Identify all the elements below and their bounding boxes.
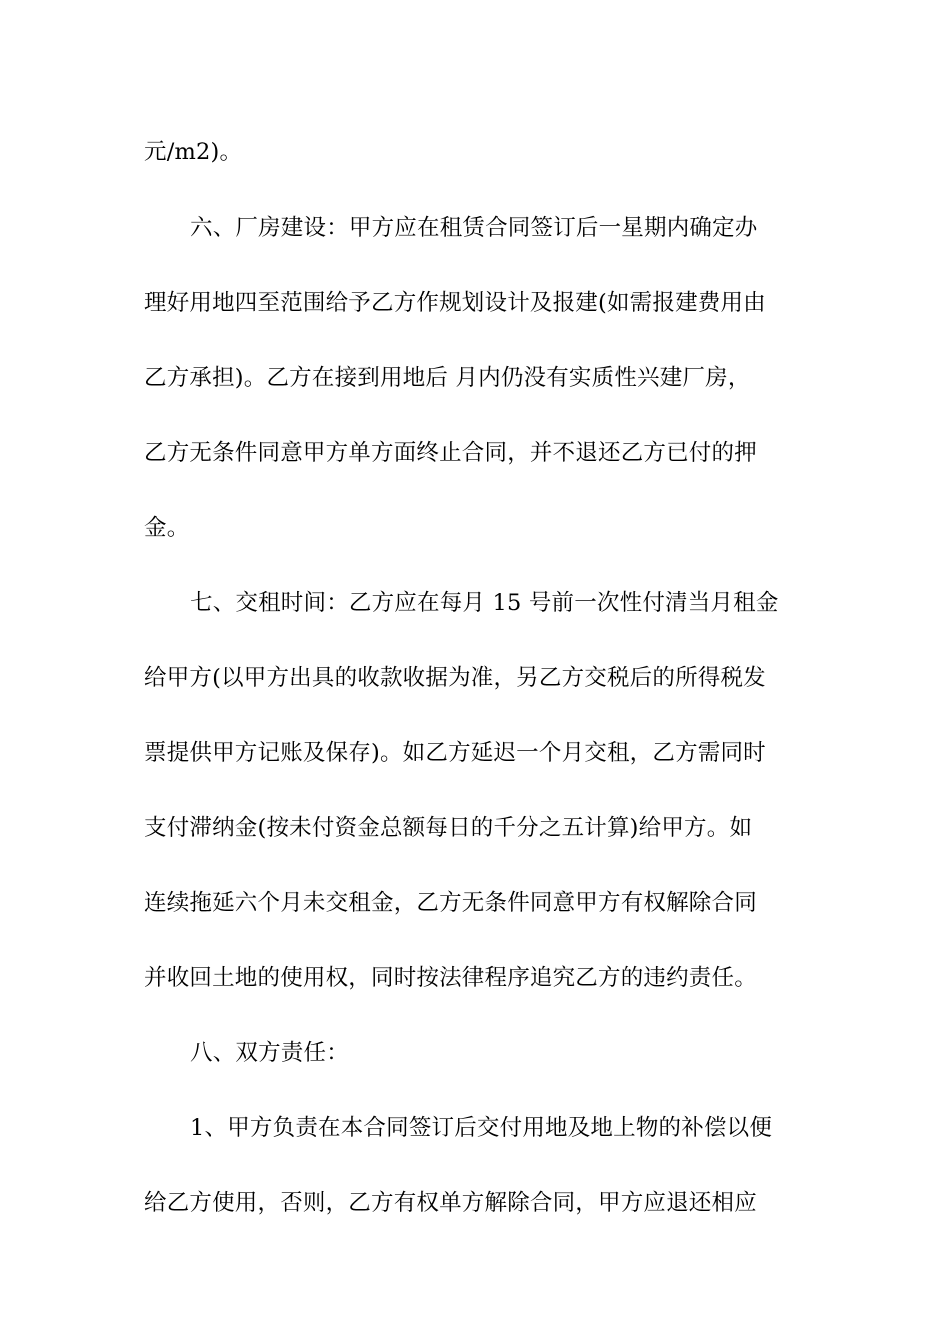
text-line: 支付滞纳金(按未付资金总额每日的千分之五计算)给甲方。如 <box>144 815 753 841</box>
text-line: 给乙方使用，否则，乙方有权单方解除合同，甲方应退还相应 <box>144 1190 757 1216</box>
text-line: 七、交租时间：乙方应在每月 15 号前一次性付清当月租金 <box>190 590 779 616</box>
text-line: 六、厂房建设：甲方应在租赁合同签订后一星期内确定办 <box>190 215 758 241</box>
text-line: 1、甲方负责在本合同签订后交付用地及地上物的补偿以便 <box>190 1115 773 1141</box>
text-line: 并收回土地的使用权，同时按法律程序追究乙方的违约责任。 <box>144 965 757 991</box>
text-line: 理好用地四至范围给予乙方作规划设计及报建(如需报建费用由 <box>144 290 766 316</box>
text-line: 给甲方(以甲方出具的收款收据为准，另乙方交税后的所得税发 <box>144 665 766 691</box>
text-line: 连续拖延六个月未交租金，乙方无条件同意甲方有权解除合同 <box>144 890 757 916</box>
text-line: 元/m2)。 <box>144 139 243 165</box>
text-line: 票提供甲方记账及保存)。如乙方延迟一个月交租，乙方需同时 <box>144 740 766 766</box>
text-line: 乙方无条件同意甲方单方面终止合同，并不退还乙方已付的押 <box>144 440 757 466</box>
text-line: 乙方承担)。乙方在接到用地后 月内仍没有实质性兴建厂房， <box>144 365 751 391</box>
text-line: 金。 <box>144 515 190 541</box>
text-line: 八、双方责任： <box>190 1040 349 1066</box>
